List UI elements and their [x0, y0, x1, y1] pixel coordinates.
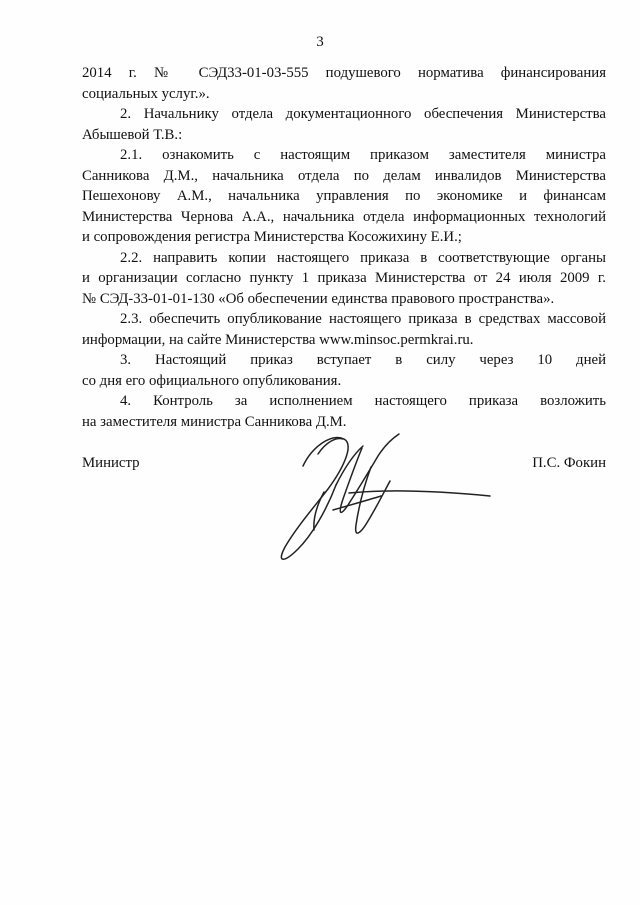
paragraph-line: Санникова Д.М., начальника отдела по делам инвалидов Министерства: [82, 167, 606, 184]
paragraph-item-2-2: [82, 248, 606, 310]
paragraph-line: и сопровождения регистра Министерства Косожихину Е.И.;: [82, 229, 462, 245]
paragraph-line: Пешехонову А.М., начальника управления по экономике и финансам: [82, 188, 606, 204]
paragraph-item-2-1: [82, 145, 606, 248]
paragraph-line: на заместителя министра Санникова Д.М.: [82, 413, 347, 430]
paragraph-continuation: [82, 63, 606, 104]
signatory-name: П.С. Фокин: [532, 455, 606, 471]
paragraph-line: и организации согласно пункту 1 приказа Министерства от 24 июля 2009 г.: [82, 270, 606, 286]
paragraph-line: Абышевой Т.В.:: [82, 126, 183, 143]
paragraph-line: 2014 г. № СЭД33-01-03-555 подушевого норматива финансирования: [82, 65, 606, 81]
page-number: 3: [316, 34, 324, 50]
paragraph-line: 2.3. обеспечить опубликование настоящего приказа в средствах массовой: [120, 311, 606, 327]
paragraph-line: 4. Контроль за исполнением настоящего приказа возложить: [120, 393, 606, 409]
paragraph-line: № СЭД-33-01-01-130 «Об обеспечении единства правового пространства».: [82, 290, 555, 307]
paragraph-item-2-3: [82, 309, 606, 350]
handwritten-signature: [240, 425, 520, 580]
document-body: [82, 63, 606, 432]
paragraph-item-2: [82, 104, 606, 145]
signatory-title: Министр: [82, 455, 140, 471]
paragraph-line: 2. Начальнику отдела документационного обеспечения Министерства: [120, 106, 606, 122]
paragraph-line: 3. Настоящий приказ вступает в силу через 10 дней: [120, 352, 606, 368]
paragraph-line: Министерства Чернова А.А., начальника отдела информационных технологий: [82, 208, 606, 225]
paragraph-line: 2.2. направить копии настоящего приказа в соответствующие органы: [120, 249, 606, 266]
paragraph-item-3: [82, 350, 606, 391]
paragraph-line: 2.1. ознакомить с настоящим приказом заместителя министра: [120, 147, 606, 163]
paragraph-line: со дня его официального опубликования.: [82, 372, 342, 389]
paragraph-line: социальных услуг.».: [82, 85, 210, 102]
paragraph-line: информации, на сайте Министерства www.minsoc.permkrai.ru.: [82, 331, 474, 348]
